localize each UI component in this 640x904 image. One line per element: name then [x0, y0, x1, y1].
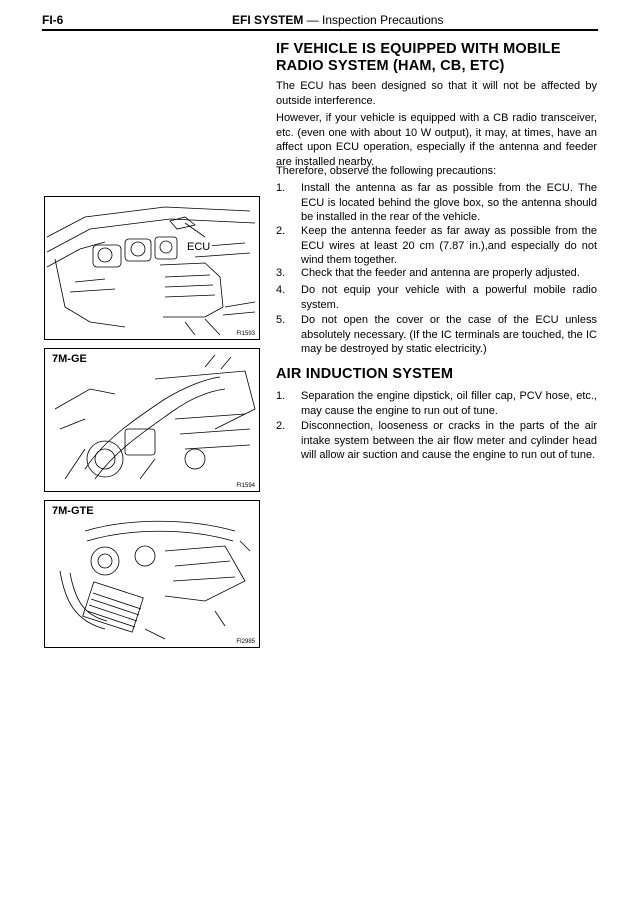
engine-7m-gte-illustration: [45, 501, 259, 647]
paragraph: Therefore, observe the following precautions:: [276, 165, 497, 177]
page-header: [42, 13, 598, 31]
list-number: 5.: [276, 314, 286, 326]
list-text: Do not open the cover or the case of the ECU unless absolutely necessary. (If the IC terminals are touched, the IC may be destroyed by static electricity.): [301, 314, 597, 355]
list-text: Check that the feeder and antenna are properly adjusted.: [301, 267, 580, 279]
list-text: Keep the antenna feeder as far away as possible from the ECU wires at least 20 cm (7.87 in.),and especially do not wind them together.: [301, 225, 597, 266]
engine-7m-ge-illustration: [45, 349, 259, 491]
dashboard-illustration: [45, 197, 259, 339]
figure-7m-gte: [44, 500, 260, 648]
header-subtitle: Inspection Precautions: [322, 13, 444, 27]
figure-code: FI1594: [236, 483, 255, 489]
list-number: 4.: [276, 284, 286, 296]
section-heading-mobile-radio: IF VEHICLE IS EQUIPPED WITH MOBILE RADIO SYSTEM (HAM, CB, ETC): [276, 41, 561, 74]
section-heading-air-induction: AIR INDUCTION SYSTEM: [276, 366, 454, 382]
header-section: EFI SYSTEM: [232, 13, 304, 27]
list-text: Do not equip your vehicle with a powerful mobile radio system.: [301, 284, 597, 311]
figure-ecu-location: [44, 196, 260, 340]
list-text: Install the antenna as far as possible from the ECU. The ECU is located behind the glove box, so the antenna should be installed in the rear of the vehicle.: [301, 182, 597, 223]
ecu-callout: ECU: [187, 241, 211, 253]
figure-code: FI2985: [236, 639, 255, 645]
header-separator: —: [306, 13, 319, 27]
list-text: Disconnection, looseness or cracks in the parts of the air intake system between the air flow meter and cylinder head will allow air suction and cause the engine to run out of tune.: [301, 420, 597, 461]
header-title: [232, 13, 443, 27]
figure-label: 7M-GTE: [52, 505, 94, 517]
list-number: 2.: [276, 225, 286, 237]
list-number: 3.: [276, 267, 286, 279]
list-number: 2.: [276, 420, 286, 432]
list-number: 1.: [276, 390, 286, 402]
list-text: Separation the engine dipstick, oil filler cap, PCV hose, etc., may cause the engine to run out of tune.: [301, 390, 597, 417]
header-rule: [42, 29, 598, 31]
figure-7m-ge: [44, 348, 260, 492]
figure-code: FI1593: [236, 331, 255, 337]
figure-label: 7M-GE: [52, 353, 87, 365]
paragraph: However, if your vehicle is equipped with a CB radio transceiver, etc. (even one with about 10 W output), it may, at times, have an affect upon ECU operation, especially if the antenna and feeder are installed nearby.: [276, 112, 597, 168]
list-number: 1.: [276, 182, 286, 194]
page-code: FI-6: [42, 13, 64, 27]
paragraph: The ECU has been designed so that it will not be affected by outside interference.: [276, 80, 597, 107]
